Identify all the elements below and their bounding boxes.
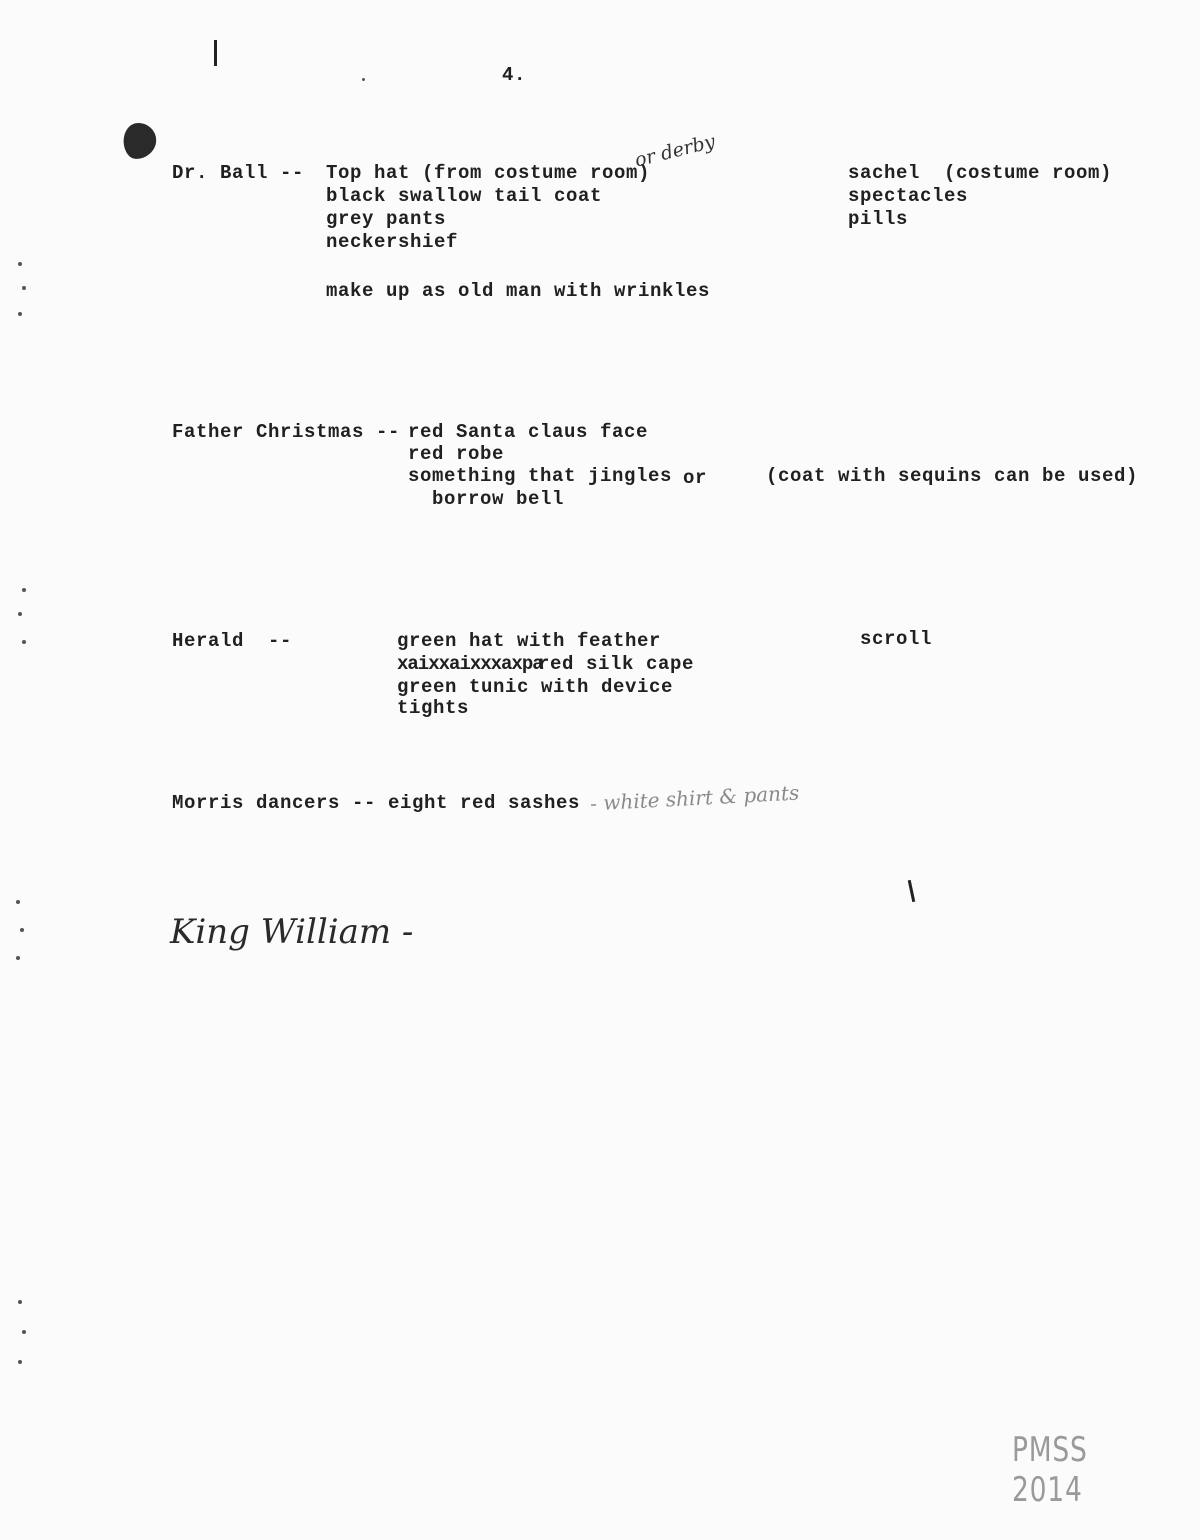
dr-ball-item: grey pants xyxy=(326,208,447,230)
stray-mark xyxy=(908,880,916,902)
dr-ball-item: neckershief xyxy=(326,231,459,253)
dr-ball-note: make up as old man with wrinkles xyxy=(326,280,711,302)
speck xyxy=(362,78,365,81)
watermark: PMSS 2014 xyxy=(1012,1430,1088,1510)
father-christmas-or: or xyxy=(683,467,708,489)
dr-ball-prop: spectacles xyxy=(848,185,969,207)
dr-ball-name: Dr. Ball -- xyxy=(172,162,305,184)
ink-blot-icon xyxy=(120,118,160,164)
page-number: 4. xyxy=(502,64,527,86)
herald-struck-text: xaixxaixxxaxpa xyxy=(397,653,543,675)
morris-handwritten-note: - white shirt & pants xyxy=(589,780,800,816)
dr-ball-item: Top hat (from costume room) xyxy=(326,162,651,184)
herald-item: green hat with feather xyxy=(397,630,662,652)
herald-item: red silk cape xyxy=(538,653,695,675)
father-christmas-item: borrow bell xyxy=(432,488,565,510)
dr-ball-handwritten-note: or derby xyxy=(632,130,718,172)
dr-ball-prop: pills xyxy=(848,208,909,230)
herald-item: green tunic with device xyxy=(397,676,674,698)
king-william-handwritten: King William - xyxy=(170,912,414,952)
herald-name: Herald -- xyxy=(172,630,293,652)
morris-dancers-line: Morris dancers -- eight red sashes xyxy=(172,792,581,814)
father-christmas-item: red robe xyxy=(408,443,505,465)
father-christmas-item: red Santa claus face xyxy=(408,421,649,443)
father-christmas-alt: (coat with sequins can be used) xyxy=(766,465,1139,487)
father-christmas-name: Father Christmas -- xyxy=(172,421,401,443)
stray-mark xyxy=(214,40,217,66)
dr-ball-prop: sachel (costume room) xyxy=(848,162,1113,184)
dr-ball-item: black swallow tail coat xyxy=(326,185,603,207)
father-christmas-item: something that jingles xyxy=(408,465,673,487)
herald-item: tights xyxy=(397,697,470,719)
herald-prop: scroll xyxy=(860,628,933,650)
